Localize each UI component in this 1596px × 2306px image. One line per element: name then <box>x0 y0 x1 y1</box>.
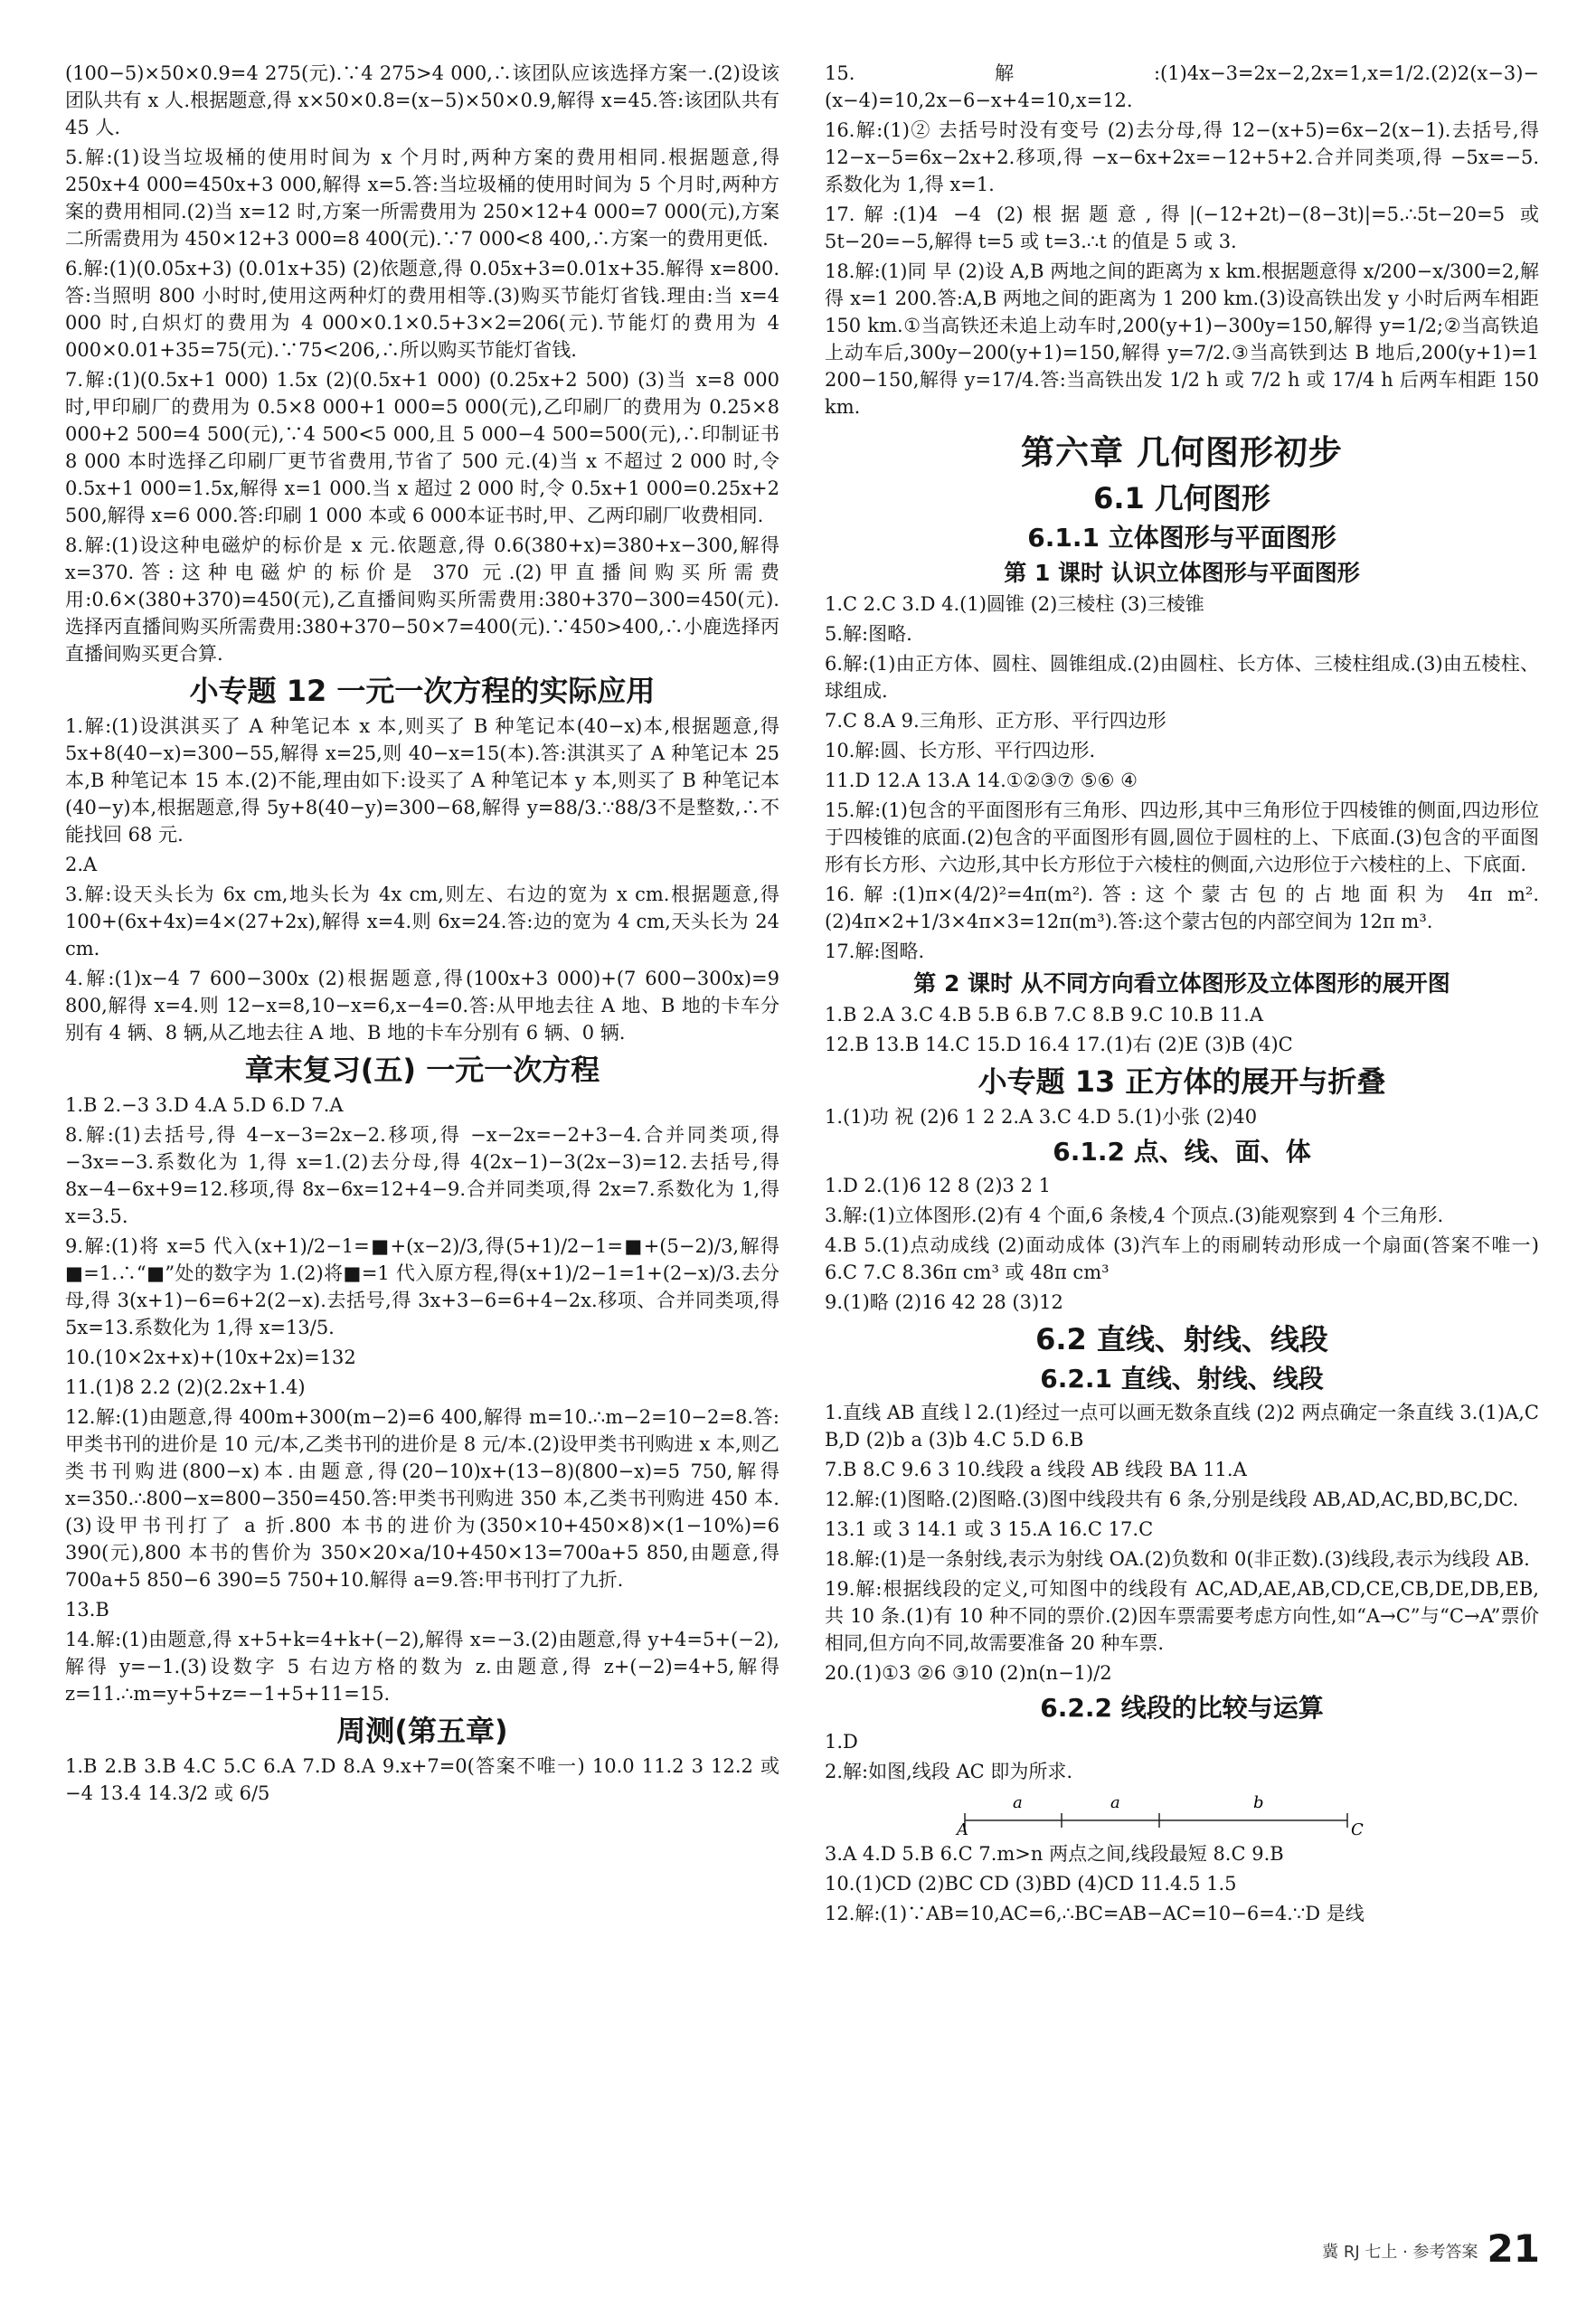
answer-paragraph: 4.B 5.(1)点动成线 (2)面动成体 (3)汽车上的雨刷转动形成一个扇面(答案不唯一) 6.C 7.C 8.36π cm³ 或 48π cm³ <box>825 1234 1539 1283</box>
subsection-title: 6.2.2 线段的比较与运算 <box>1040 1693 1324 1723</box>
segment-label: a <box>1110 1793 1120 1812</box>
section-title: 小专题 13 正方体的展开与折叠 <box>977 1064 1386 1099</box>
subsection-title: 6.1.1 立体图形与平面图形 <box>1027 523 1336 553</box>
answer-paragraph: 10.(10×2x+x)+(10x+2x)=132 <box>65 1347 356 1368</box>
segment-label: b <box>1253 1793 1264 1812</box>
answer-paragraph: 16.解:(1)π×(4/2)²=4π(m²).答:这个蒙古包的占地面积为 4π m².(2)4π×2+1/3×4π×3=12π(m³).答:这个蒙古包的内部空间为 12π m³. <box>825 884 1539 932</box>
answer-paragraph: 2.解:如图,线段 AC 即为所求. <box>825 1761 1073 1782</box>
answer-paragraph: 9.(1)略 (2)16 42 28 (3)12 <box>825 1291 1063 1313</box>
subsection-title: 6.2.1 直线、射线、线段 <box>1040 1364 1324 1394</box>
answer-paragraph: 8.解:(1)去括号,得 4−x−3=2x−2.移项,得 −x−2x=−2+3−4.合并同类项,得 −3x=−3.系数化为 1,得 x=1.(2)去分母,得 4(2x−1)−3(2x−3)=12.去括号,得 8x−4−6x+9=12.移项,得 8x−6x=12+4−9.合并同类项,得 2x=7.系数化为 1,得 x=3.5. <box>65 1124 779 1227</box>
answer-paragraph: 1.B 2.−3 3.D 4.A 5.D 6.D 7.A <box>65 1094 344 1116</box>
answer-paragraph: 19.解:根据线段的定义,可知图中的线段有 AC,AD,AE,AB,CD,CE,CB,DE,DB,EB,共 10 条.(1)有 10 种不同的票价.(2)因车票需要考虑方向性,如“A→C”与“C→A”票价相同,但方向不同,故需要准备 20 种车票. <box>825 1578 1539 1654</box>
answer-paragraph: 8.解:(1)设这种电磁炉的标价是 x 元.依题意,得 0.6(380+x)=380+x−300,解得 x=370.答:这种电磁炉的标价是 370 元.(2)甲直播间购买所需费用:0.6×(380+370)=450(元),乙直播间购买所需费用:380+370−300=450(元).选择丙直播间购买所需费用:380+370−50×7=400(元).∵450>400,∴小鹿选择丙直播间购买更合算. <box>65 534 779 665</box>
answer-paragraph: 1.直线 AB 直线 l 2.(1)经过一点可以画无数条直线 (2)2 两点确定一条直线 3.(1)A,C B,D (2)b a (3)b 4.C 5.D 6.B <box>825 1402 1539 1451</box>
answer-paragraph: 20.(1)①3 ②6 ③10 (2)n(n−1)/2 <box>825 1662 1112 1684</box>
answer-paragraph: 15.解:(1)4x−3=2x−2,2x=1,x=1/2.(2)2(x−3)−(x−4)=10,2x−6−x+4=10,x=12. <box>825 62 1539 111</box>
right-column <box>825 60 1539 1930</box>
lesson-title: 第 2 课时 从不同方向看立体图形及立体图形的展开图 <box>913 970 1450 997</box>
page-footer <box>1322 2226 1540 2271</box>
answer-paragraph: 12.解:(1)由题意,得 400m+300(m−2)=6 400,解得 m=10.∴m−2=10−2=8.答:甲类书刊的进价是 10 元/本,乙类书刊的进价是 8 元/本.(2)设甲类书刊购进 x 本,则乙类书刊购进(800−x)本.由题意,得(20−10)x+(13−8)(800−x)=5 750,解得 x=350.∴800−x=800−350=450.答:甲类书刊购进 350 本,乙类书刊购进 450 本.(3)设甲书刊打了 a 折.800 本书的进价为(350×10+450×8)×(1−10%)=6 390(元),800 本书的售价为 350×20×a/10+450×13=700a+5 850,由题意,得 700a+5 850−6 390=5 750+10.解得 a=9.答:甲书刊打了九折. <box>65 1406 779 1591</box>
answer-paragraph: 12.解:(1)∵AB=10,AC=6,∴BC=AB−AC=10−6=4.∵D 是线 <box>825 1903 1365 1924</box>
answer-paragraph: 9.解:(1)将 x=5 代入(x+1)/2−1=■+(x−2)/3,得(5+1)/2−1=■+(5−2)/3,解得■=1.∴“■”处的数字为 1.(2)将■=1 代入原方程,得(x+1)/2−1=1+(2−x)/3.去分母,得 3(x+1)−6=6+2(2−x).去括号,得 3x+3−6=6+4−2x.移项、合并同类项,得 5x=13.系数化为 1,得 x=13/5. <box>65 1235 779 1338</box>
answer-paragraph: 12.B 13.B 14.C 15.D 16.4 17.(1)右 (2)E (3)B (4)C <box>825 1034 1293 1055</box>
segment-label: A <box>957 1820 968 1837</box>
answer-paragraph: 1.解:(1)设淇淇买了 A 种笔记本 x 本,则买了 B 种笔记本(40−x)本,根据题意,得 5x+8(40−x)=300−55,解得 x=25,则 40−x=15(本).答:淇淇买了 A 种笔记本 25 本,B 种笔记本 15 本.(2)不能,理由如下:设买了 A 种笔记本 y 本,则买了 B 种笔记本(40−y)本,根据题意,得 5y+8(40−y)=300−68,解得 y=88/3.∵88/3不是整数,∴不能找回 68 元. <box>65 715 779 846</box>
section-title: 6.1 几何图形 <box>1093 481 1270 515</box>
answer-paragraph: 7.解:(1)(0.5x+1 000) 1.5x (2)(0.5x+1 000) (0.25x+2 500) (3)当 x=8 000 时,甲印刷厂的费用为 0.5×8 000+1 000=5 000(元),乙印刷厂的费用为 0.25×8 000+2 500=4 500(元),∵4 500<5 000,且 5 000−4 500=500(元),∴印制证书 8 000 本时选择乙印刷厂更节省费用,节省了 500 元.(4)当 x 不超过 2 000 时,令 0.5x+1 000=1.5x,解得 x=1 000.当 x 超过 2 000 时,令 0.5x+1 000=0.25x+2 500,解得 x=6 000.答:印刷 1 000 本或 6 000本证书时,甲、乙两印刷厂收费相同. <box>65 369 779 526</box>
answer-paragraph: 3.解:(1)立体图形.(2)有 4 个面,6 条棱,4 个顶点.(3)能观察到 4 个三角形. <box>825 1205 1444 1226</box>
answer-paragraph: 4.解:(1)x−4 7 600−300x (2)根据题意,得(100x+3 000)+(7 600−300x)=9 800,解得 x=4.则 12−x=8,10−x=6,x−4=0.答:从甲地去往 A 地、B 地的卡车分别有 4 辆、8 辆,从乙地去往 A 地、B 地的卡车分别有 6 辆、0 辆. <box>65 968 779 1044</box>
answer-paragraph: 10.解:圆、长方形、平行四边形. <box>825 740 1096 761</box>
page-number: 21 <box>1487 2226 1540 2271</box>
answer-paragraph: 12.解:(1)图略.(2)图略.(3)图中线段共有 6 条,分别是线段 AB,AD,AC,BD,BC,DC. <box>825 1489 1519 1510</box>
answer-paragraph: 10.(1)CD (2)BC CD (3)BD (4)CD 11.4.5 1.5 <box>825 1873 1237 1895</box>
section-title: 小专题 12 一元一次方程的实际应用 <box>189 674 656 708</box>
answer-paragraph: 6.解:(1)(0.05x+3) (0.01x+35) (2)依题意,得 0.05x+3=0.01x+35.解得 x=800.答:当照明 800 小时时,使用这两种灯的费用相等.(3)购买节能灯省钱.理由:当 x=4 000 时,白炽灯的费用为 4 000×0.1×0.5+3×2=206(元).节能灯的费用为 4 000×0.01+35=75(元).∵75<206,∴所以购买节能灯省钱. <box>65 258 779 361</box>
answer-paragraph: 13.B <box>65 1599 109 1621</box>
answer-paragraph: 17.解:图略. <box>825 940 925 962</box>
section-title: 章末复习(五) 一元一次方程 <box>244 1053 600 1087</box>
answer-paragraph: 7.C 8.A 9.三角形、正方形、平行四边形 <box>825 710 1166 732</box>
answer-paragraph: 1.B 2.A 3.C 4.B 5.B 6.B 7.C 8.B 9.C 10.B 11.A <box>825 1004 1263 1025</box>
segment-figure <box>825 1788 1539 1837</box>
answer-paragraph: 3.A 4.D 5.B 6.C 7.m>n 两点之间,线段最短 8.C 9.B <box>825 1843 1284 1865</box>
segment-diagram <box>825 1788 1539 1837</box>
answer-paragraph: 1.C 2.C 3.D 4.(1)圆锥 (2)三棱柱 (3)三棱锥 <box>825 593 1204 615</box>
segment-label: C <box>1351 1820 1364 1837</box>
answer-paragraph: 18.解:(1)是一条射线,表示为射线 OA.(2)负数和 0(非正数).(3)线段,表示为线段 AB. <box>825 1548 1530 1570</box>
lesson-title: 第 1 课时 认识立体图形与平面图形 <box>1004 560 1360 586</box>
section-title: 周测(第五章) <box>336 1714 508 1748</box>
chapter-title: 第六章 几何图形初步 <box>1021 433 1343 472</box>
answer-paragraph: 11.D 12.A 13.A 14.①②③⑦ ⑤⑥ ④ <box>825 770 1138 791</box>
answer-paragraph: 1.D <box>825 1731 858 1753</box>
answer-paragraph: 1.(1)功 祝 (2)6 1 2 2.A 3.C 4.D 5.(1)小张 (2)40 <box>825 1106 1258 1128</box>
answer-paragraph: 3.解:设天头长为 6x cm,地头长为 4x cm,则左、右边的宽为 x cm.根据题意,得 100+(6x+4x)=4×(27+2x),解得 x=4.则 6x=24.答:边的宽为 4 cm,天头长为 24 cm. <box>65 884 779 959</box>
answer-paragraph: 7.B 8.C 9.6 3 10.线段 a 线段 AB 线段 BA 11.A <box>825 1459 1247 1480</box>
answer-paragraph: 18.解:(1)同 早 (2)设 A,B 两地之间的距离为 x km.根据题意得 x/200−x/300=2,解得 x=1 200.答:A,B 两地之间的距离为 1 200 km.(3)设高铁出发 y 小时后两车相距 150 km.①当高铁还未追上动车时,200(y+1)−300y=150,解得 y=1/2;②当高铁追上动车后,300y−200(y+1)=150,解得 y=7/2.③当高铁到达 B 地后,200(y+1)=1 200−150,解得 y=17/4.答:当高铁出发 1/2 h 或 7/2 h 或 17/4 h 后两车相距 150 km. <box>825 260 1539 418</box>
answer-paragraph: 17.解:(1)4 −4 (2)根据题意,得|(−12+2t)−(8−3t)|=5.∴5t−20=5 或 5t−20=−5,解得 t=5 或 t=3.∴t 的值是 5 或 3. <box>825 203 1539 252</box>
left-column <box>65 60 779 1810</box>
answer-paragraph: 5.解:图略. <box>825 623 912 645</box>
footer-label: 冀 RJ 七上 · 参考答案 <box>1322 2243 1478 2262</box>
answer-paragraph: 2.A <box>65 854 98 875</box>
answer-paragraph: (100−5)×50×0.9=4 275(元).∵4 275>4 000,∴该团队应该选择方案一.(2)设该团队共有 x 人.根据题意,得 x×50×0.8=(x−5)×50×0.9,解得 x=45.答:该团队共有 45 人. <box>65 62 779 138</box>
section-title: 6.2 直线、射线、线段 <box>1035 1322 1328 1356</box>
answer-paragraph: 15.解:(1)包含的平面图形有三角形、四边形,其中三角形位于四棱锥的侧面,四边形位于四棱锥的底面.(2)包含的平面图形有圆,圆位于圆柱的上、下底面.(3)包含的平面图形有长方形、六边形,其中长方形位于六棱柱的侧面,六边形位于六棱柱的上、下底面. <box>825 799 1539 875</box>
answer-paragraph: 5.解:(1)设当垃圾桶的使用时间为 x 个月时,两种方案的费用相同.根据题意,得 250x+4 000=450x+3 000,解得 x=5.答:当垃圾桶的使用时间为 5 个月时,两种方案的费用相同.(2)当 x=12 时,方案一所需费用为 250×12+4 000=7 000(元),方案二所需费用为 450×12+3 000=8 400(元).∵7 000<8 400,∴方案一的费用更低. <box>65 146 779 250</box>
answer-paragraph: 13.1 或 3 14.1 或 3 15.A 16.C 17.C <box>825 1518 1154 1540</box>
segment-label: a <box>1013 1793 1023 1812</box>
answer-paragraph: 6.解:(1)由正方体、圆柱、圆锥组成.(2)由圆柱、长方体、三棱柱组成.(3)由五棱柱、球组成. <box>825 653 1539 702</box>
answer-paragraph: 1.B 2.B 3.B 4.C 5.C 6.A 7.D 8.A 9.x+7=0(答案不唯一) 10.0 11.2 3 12.2 或 −4 13.4 14.3/2 或 6/5 <box>65 1755 779 1804</box>
subsection-title: 6.1.2 点、线、面、体 <box>1053 1137 1311 1167</box>
answer-paragraph: 1.D 2.(1)6 12 8 (2)3 2 1 <box>825 1175 1051 1196</box>
answer-paragraph: 11.(1)8 2.2 (2)(2.2x+1.4) <box>65 1376 306 1398</box>
answer-paragraph: 14.解:(1)由题意,得 x+5+k=4+k+(−2),解得 x=−3.(2)由题意,得 y+4=5+(−2),解得 y=−1.(3)设数字 5 右边方格的数为 z.由题意,得 z+(−2)=4+5,解得 z=11.∴m=y+5+z=−1+5+11=15. <box>65 1629 779 1705</box>
answer-paragraph: 16.解:(1)② 去括号时没有变号 (2)去分母,得 12−(x+5)=6x−2(x−1).去括号,得 12−x−5=6x−2x+2.移项,得 −x−6x+2x=−12+5+2.合并同类项,得 −5x=−5.系数化为 1,得 x=1. <box>825 119 1539 195</box>
